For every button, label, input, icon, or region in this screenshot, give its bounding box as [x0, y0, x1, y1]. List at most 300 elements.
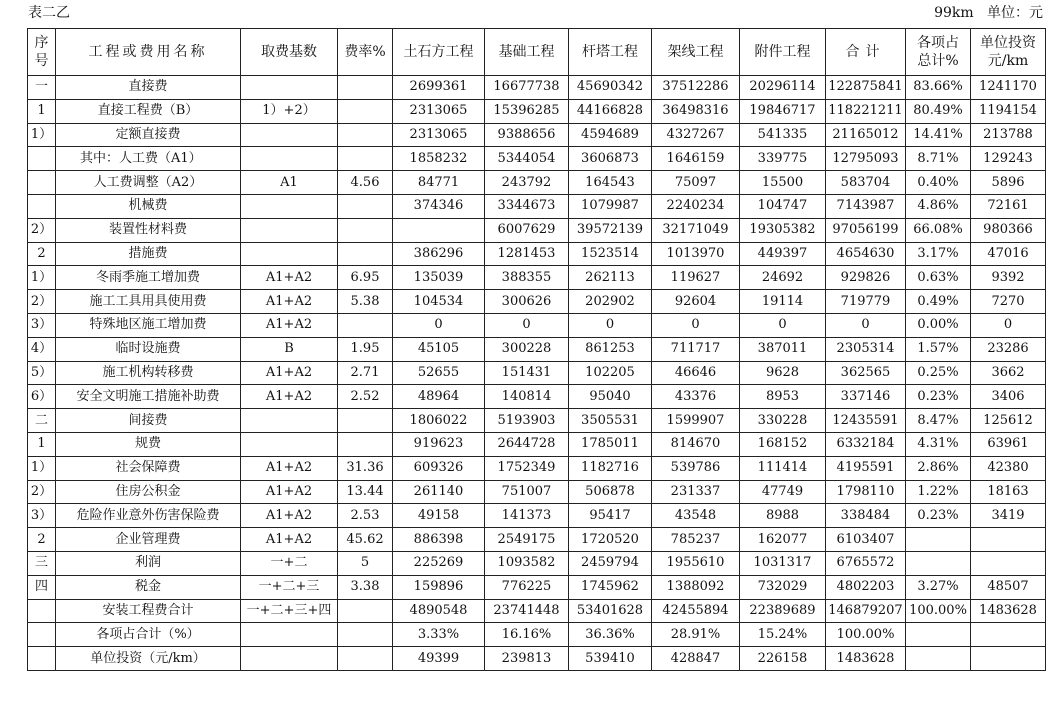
- row-fee-base: A1+A2: [241, 361, 338, 385]
- row-share: [906, 647, 971, 671]
- row-seq: 二: [28, 409, 56, 433]
- row-share: 4.86%: [906, 194, 971, 218]
- row-stringing: 1955610: [652, 551, 740, 575]
- table-row: [28, 194, 1046, 218]
- row-unit-investment: 3662: [971, 361, 1046, 385]
- header-unit-investment: 单位投资元/km: [971, 29, 1046, 76]
- table-row: [28, 432, 1046, 456]
- row-stringing: 1646159: [652, 147, 740, 171]
- row-fee-base: A1+A2: [241, 266, 338, 290]
- row-unit-investment: 18163: [971, 480, 1046, 504]
- row-earthwork: 104534: [393, 290, 485, 314]
- row-earthwork: 386296: [393, 242, 485, 266]
- row-unit-investment: 7270: [971, 290, 1046, 314]
- row-unit-investment: [971, 647, 1046, 671]
- row-fee-rate: [338, 432, 393, 456]
- row-foundation: 239813: [485, 647, 569, 671]
- row-fittings: 111414: [740, 456, 826, 480]
- row-fee-base: A1+A2: [241, 456, 338, 480]
- row-share: 8.71%: [906, 147, 971, 171]
- row-share: 4.31%: [906, 432, 971, 456]
- row-fee-base: [241, 432, 338, 456]
- row-foundation: 140814: [485, 385, 569, 409]
- row-foundation: 243792: [485, 171, 569, 195]
- row-item-name: 住房公积金: [56, 480, 241, 504]
- row-total: 122875841: [826, 76, 906, 100]
- row-earthwork: 48964: [393, 385, 485, 409]
- row-total: 97056199: [826, 218, 906, 242]
- row-item-name: 规费: [56, 432, 241, 456]
- row-share: 2.86%: [906, 456, 971, 480]
- row-share: 0.40%: [906, 171, 971, 195]
- row-earthwork: 84771: [393, 171, 485, 195]
- row-total: 21165012: [826, 123, 906, 147]
- row-fee-rate: 6.95: [338, 266, 393, 290]
- row-earthwork: [393, 218, 485, 242]
- row-seq: [28, 623, 56, 647]
- row-stringing: 43548: [652, 504, 740, 528]
- table-row: [28, 599, 1046, 623]
- row-fittings: 19114: [740, 290, 826, 314]
- row-total: 362565: [826, 361, 906, 385]
- header-name: 工程或费用名称: [56, 29, 241, 76]
- row-share: [906, 528, 971, 552]
- row-item-name: 定额直接费: [56, 123, 241, 147]
- row-earthwork: 159896: [393, 575, 485, 599]
- cost-table: [27, 28, 1046, 671]
- row-share: 80.49%: [906, 99, 971, 123]
- header-rate: 费率%: [338, 29, 393, 76]
- row-seq: 三: [28, 551, 56, 575]
- row-fittings: 162077: [740, 528, 826, 552]
- row-item-name: 各项占合计（%）: [56, 623, 241, 647]
- row-unit-investment: 1483628: [971, 599, 1046, 623]
- row-earthwork: 45105: [393, 337, 485, 361]
- row-fee-base: A1+A2: [241, 480, 338, 504]
- row-seq: 5）: [28, 361, 56, 385]
- row-unit-investment: 0: [971, 313, 1046, 337]
- row-fittings: 15500: [740, 171, 826, 195]
- row-foundation: 300626: [485, 290, 569, 314]
- row-total: 1798110: [826, 480, 906, 504]
- row-item-name: 企业管理费: [56, 528, 241, 552]
- row-item-name: 社会保障费: [56, 456, 241, 480]
- row-fee-rate: 45.62: [338, 528, 393, 552]
- row-tower: 164543: [569, 171, 652, 195]
- row-fee-base: A1+A2: [241, 385, 338, 409]
- table-row: [28, 528, 1046, 552]
- row-tower: 44166828: [569, 99, 652, 123]
- table-row: [28, 76, 1046, 100]
- row-tower: 1079987: [569, 194, 652, 218]
- row-tower: 3606873: [569, 147, 652, 171]
- row-tower: 539410: [569, 647, 652, 671]
- row-foundation: 141373: [485, 504, 569, 528]
- row-unit-investment: [971, 623, 1046, 647]
- row-fittings: 9628: [740, 361, 826, 385]
- row-total: 4802203: [826, 575, 906, 599]
- row-fee-base: [241, 647, 338, 671]
- row-total: 7143987: [826, 194, 906, 218]
- row-total: 12795093: [826, 147, 906, 171]
- row-unit-investment: 42380: [971, 456, 1046, 480]
- row-fee-rate: [338, 194, 393, 218]
- row-tower: 53401628: [569, 599, 652, 623]
- row-seq: [28, 647, 56, 671]
- row-unit-investment: [971, 528, 1046, 552]
- row-item-name: 其中：人工费（A1）: [56, 147, 241, 171]
- row-item-name: 利润: [56, 551, 241, 575]
- row-fittings: 15.24%: [740, 623, 826, 647]
- row-share: 0.25%: [906, 361, 971, 385]
- row-fittings: 541335: [740, 123, 826, 147]
- row-total: 719779: [826, 290, 906, 314]
- row-fee-rate: [338, 147, 393, 171]
- row-seq: [28, 599, 56, 623]
- row-share: 100.00%: [906, 599, 971, 623]
- table-row: [28, 480, 1046, 504]
- row-fee-base: 一+二+三: [241, 575, 338, 599]
- table-row: [28, 551, 1046, 575]
- row-stringing: 785237: [652, 528, 740, 552]
- row-foundation: 300228: [485, 337, 569, 361]
- row-item-name: 施工工具用具使用费: [56, 290, 241, 314]
- row-unit-investment: [971, 551, 1046, 575]
- row-unit-investment: 1194154: [971, 99, 1046, 123]
- row-unit-investment: 3419: [971, 504, 1046, 528]
- header-seq: 序号: [28, 29, 56, 76]
- row-fee-base: A1+A2: [241, 504, 338, 528]
- row-total: 1483628: [826, 647, 906, 671]
- row-fee-base: 一+二: [241, 551, 338, 575]
- row-seq: 2）: [28, 218, 56, 242]
- row-seq: [28, 147, 56, 171]
- row-fee-rate: 2.71: [338, 361, 393, 385]
- row-tower: 39572139: [569, 218, 652, 242]
- row-total: 6332184: [826, 432, 906, 456]
- header-row: [28, 29, 1046, 76]
- row-seq: 2）: [28, 480, 56, 504]
- row-item-name: 施工机构转移费: [56, 361, 241, 385]
- row-earthwork: 374346: [393, 194, 485, 218]
- unit-label: 单位：元: [987, 5, 1043, 21]
- row-fee-rate: 1.95: [338, 337, 393, 361]
- row-total: 118221211: [826, 99, 906, 123]
- row-share: 0.00%: [906, 313, 971, 337]
- row-tower: 861253: [569, 337, 652, 361]
- distance-label: 99km: [934, 5, 974, 21]
- row-stringing: 46646: [652, 361, 740, 385]
- row-fee-rate: 4.56: [338, 171, 393, 195]
- row-fee-rate: [338, 599, 393, 623]
- row-total: 2305314: [826, 337, 906, 361]
- row-fee-rate: [338, 313, 393, 337]
- row-seq: [28, 194, 56, 218]
- row-unit-investment: 980366: [971, 218, 1046, 242]
- row-share: 8.47%: [906, 409, 971, 433]
- row-fee-rate: 31.36: [338, 456, 393, 480]
- row-stringing: 32171049: [652, 218, 740, 242]
- row-stringing: 92604: [652, 290, 740, 314]
- row-fee-base: [241, 194, 338, 218]
- row-fittings: 47749: [740, 480, 826, 504]
- row-foundation: 9388656: [485, 123, 569, 147]
- row-stringing: 119627: [652, 266, 740, 290]
- row-seq: 1）: [28, 123, 56, 147]
- row-unit-investment: 213788: [971, 123, 1046, 147]
- row-seq: 一: [28, 76, 56, 100]
- row-stringing: 711717: [652, 337, 740, 361]
- row-fee-rate: 5: [338, 551, 393, 575]
- row-fee-rate: [338, 76, 393, 100]
- row-unit-investment: 23286: [971, 337, 1046, 361]
- row-item-name: 人工费调整（A2）: [56, 171, 241, 195]
- row-unit-investment: 47016: [971, 242, 1046, 266]
- row-earthwork: 135039: [393, 266, 485, 290]
- row-fee-base: B: [241, 337, 338, 361]
- row-item-name: 装置性材料费: [56, 218, 241, 242]
- row-unit-investment: 63961: [971, 432, 1046, 456]
- row-share: 0.49%: [906, 290, 971, 314]
- header-tower: 杆塔工程: [569, 29, 652, 76]
- row-stringing: 1013970: [652, 242, 740, 266]
- row-stringing: 428847: [652, 647, 740, 671]
- row-item-name: 临时设施费: [56, 337, 241, 361]
- row-earthwork: 261140: [393, 480, 485, 504]
- row-earthwork: 52655: [393, 361, 485, 385]
- row-total: 6103407: [826, 528, 906, 552]
- row-fittings: 226158: [740, 647, 826, 671]
- row-seq: 2: [28, 528, 56, 552]
- row-tower: 2459794: [569, 551, 652, 575]
- row-fee-base: [241, 409, 338, 433]
- row-foundation: 2549175: [485, 528, 569, 552]
- row-total: 100.00%: [826, 623, 906, 647]
- table-row: [28, 337, 1046, 361]
- table-row: [28, 385, 1046, 409]
- row-item-name: 间接费: [56, 409, 241, 433]
- row-foundation: 16.16%: [485, 623, 569, 647]
- row-total: 146879207: [826, 599, 906, 623]
- row-fittings: 19305382: [740, 218, 826, 242]
- row-tower: 95417: [569, 504, 652, 528]
- row-tower: 0: [569, 313, 652, 337]
- row-item-name: 单位投资（元/km）: [56, 647, 241, 671]
- row-fee-rate: [338, 242, 393, 266]
- row-seq: 2: [28, 242, 56, 266]
- row-earthwork: 2699361: [393, 76, 485, 100]
- row-foundation: 5344054: [485, 147, 569, 171]
- row-earthwork: 49158: [393, 504, 485, 528]
- row-tower: 1523514: [569, 242, 652, 266]
- row-item-name: 直接费: [56, 76, 241, 100]
- row-total: 338484: [826, 504, 906, 528]
- row-share: 3.17%: [906, 242, 971, 266]
- row-item-name: 安全文明施工措施补助费: [56, 385, 241, 409]
- row-tower: 95040: [569, 385, 652, 409]
- row-fee-rate: 3.38: [338, 575, 393, 599]
- row-unit-investment: 9392: [971, 266, 1046, 290]
- row-total: 929826: [826, 266, 906, 290]
- row-tower: 1720520: [569, 528, 652, 552]
- row-unit-investment: 1241170: [971, 76, 1046, 100]
- table-row: [28, 171, 1046, 195]
- row-seq: [28, 171, 56, 195]
- row-share: 0.63%: [906, 266, 971, 290]
- row-fittings: 20296114: [740, 76, 826, 100]
- row-fee-base: 1）+2）: [241, 99, 338, 123]
- row-unit-investment: 129243: [971, 147, 1046, 171]
- row-seq: 1）: [28, 266, 56, 290]
- row-stringing: 1388092: [652, 575, 740, 599]
- row-fee-base: 一+二+三+四: [241, 599, 338, 623]
- row-foundation: 2644728: [485, 432, 569, 456]
- table-row: [28, 99, 1046, 123]
- row-stringing: 28.91%: [652, 623, 740, 647]
- row-fee-rate: 13.44: [338, 480, 393, 504]
- row-earthwork: 1858232: [393, 147, 485, 171]
- row-tower: 262113: [569, 266, 652, 290]
- row-foundation: 16677738: [485, 76, 569, 100]
- table-row: [28, 575, 1046, 599]
- row-total: 4195591: [826, 456, 906, 480]
- row-fee-rate: 2.53: [338, 504, 393, 528]
- row-fee-rate: [338, 123, 393, 147]
- row-fee-base: A1+A2: [241, 290, 338, 314]
- header-earth: 土石方工程: [393, 29, 485, 76]
- row-tower: 202902: [569, 290, 652, 314]
- row-fittings: 387011: [740, 337, 826, 361]
- row-total: 4654630: [826, 242, 906, 266]
- table-unit-note: [934, 4, 1043, 22]
- row-fittings: 1031317: [740, 551, 826, 575]
- table-row: [28, 242, 1046, 266]
- row-fittings: 22389689: [740, 599, 826, 623]
- row-fee-rate: [338, 409, 393, 433]
- row-tower: 4594689: [569, 123, 652, 147]
- row-share: 0.23%: [906, 385, 971, 409]
- row-tower: 3505531: [569, 409, 652, 433]
- row-share: 1.57%: [906, 337, 971, 361]
- row-stringing: 36498316: [652, 99, 740, 123]
- row-stringing: 1599907: [652, 409, 740, 433]
- row-fee-base: [241, 218, 338, 242]
- table-row: [28, 313, 1046, 337]
- row-foundation: 151431: [485, 361, 569, 385]
- row-total: 0: [826, 313, 906, 337]
- row-tower: 1785011: [569, 432, 652, 456]
- row-fee-rate: [338, 647, 393, 671]
- row-total: 337146: [826, 385, 906, 409]
- row-unit-investment: 3406: [971, 385, 1046, 409]
- row-fee-rate: [338, 623, 393, 647]
- row-unit-investment: 5896: [971, 171, 1046, 195]
- row-stringing: 37512286: [652, 76, 740, 100]
- row-seq: 3）: [28, 504, 56, 528]
- row-tower: 506878: [569, 480, 652, 504]
- row-item-name: 机械费: [56, 194, 241, 218]
- row-fittings: 8988: [740, 504, 826, 528]
- row-share: 66.08%: [906, 218, 971, 242]
- row-earthwork: 919623: [393, 432, 485, 456]
- table-row: [28, 504, 1046, 528]
- header-total: 合计: [826, 29, 906, 76]
- row-foundation: 3344673: [485, 194, 569, 218]
- row-tower: 36.36%: [569, 623, 652, 647]
- row-fee-base: A1+A2: [241, 313, 338, 337]
- row-stringing: 43376: [652, 385, 740, 409]
- table-row: [28, 647, 1046, 671]
- table-row: [28, 623, 1046, 647]
- row-fee-base: A1+A2: [241, 528, 338, 552]
- row-fittings: 449397: [740, 242, 826, 266]
- row-unit-investment: 48507: [971, 575, 1046, 599]
- row-stringing: 4327267: [652, 123, 740, 147]
- row-item-name: 税金: [56, 575, 241, 599]
- header-share: 各项占总计%: [906, 29, 971, 76]
- row-foundation: 776225: [485, 575, 569, 599]
- row-fee-base: [241, 76, 338, 100]
- row-earthwork: 49399: [393, 647, 485, 671]
- row-item-name: 危险作业意外伤害保险费: [56, 504, 241, 528]
- row-item-name: 直接工程费（B）: [56, 99, 241, 123]
- row-total: 12435591: [826, 409, 906, 433]
- row-earthwork: 4890548: [393, 599, 485, 623]
- row-total: 6765572: [826, 551, 906, 575]
- row-fittings: 330228: [740, 409, 826, 433]
- row-foundation: 751007: [485, 480, 569, 504]
- row-stringing: 2240234: [652, 194, 740, 218]
- row-tower: 45690342: [569, 76, 652, 100]
- row-earthwork: 886398: [393, 528, 485, 552]
- row-stringing: 0: [652, 313, 740, 337]
- row-seq: 1）: [28, 456, 56, 480]
- row-foundation: 6007629: [485, 218, 569, 242]
- table-row: [28, 290, 1046, 314]
- row-foundation: 1093582: [485, 551, 569, 575]
- row-share: 0.23%: [906, 504, 971, 528]
- header-foundation: 基础工程: [485, 29, 569, 76]
- row-unit-investment: 125612: [971, 409, 1046, 433]
- row-foundation: 1752349: [485, 456, 569, 480]
- row-item-name: 特殊地区施工增加费: [56, 313, 241, 337]
- row-stringing: 75097: [652, 171, 740, 195]
- row-fittings: 8953: [740, 385, 826, 409]
- row-item-name: 冬雨季施工增加费: [56, 266, 241, 290]
- row-fittings: 168152: [740, 432, 826, 456]
- row-stringing: 42455894: [652, 599, 740, 623]
- table-row: [28, 147, 1046, 171]
- row-seq: 3）: [28, 313, 56, 337]
- table-row: [28, 456, 1046, 480]
- row-share: 14.41%: [906, 123, 971, 147]
- row-seq: 4）: [28, 337, 56, 361]
- row-unit-investment: 72161: [971, 194, 1046, 218]
- row-fittings: 104747: [740, 194, 826, 218]
- header-base: 取费基数: [241, 29, 338, 76]
- row-foundation: 23741448: [485, 599, 569, 623]
- row-foundation: 1281453: [485, 242, 569, 266]
- row-seq: 1: [28, 432, 56, 456]
- row-earthwork: 2313065: [393, 99, 485, 123]
- row-seq: 四: [28, 575, 56, 599]
- row-fee-rate: 5.38: [338, 290, 393, 314]
- header-line: 架线工程: [652, 29, 740, 76]
- row-item-name: 安装工程费合计: [56, 599, 241, 623]
- row-fee-rate: [338, 99, 393, 123]
- row-share: 3.27%: [906, 575, 971, 599]
- row-fee-base: [241, 147, 338, 171]
